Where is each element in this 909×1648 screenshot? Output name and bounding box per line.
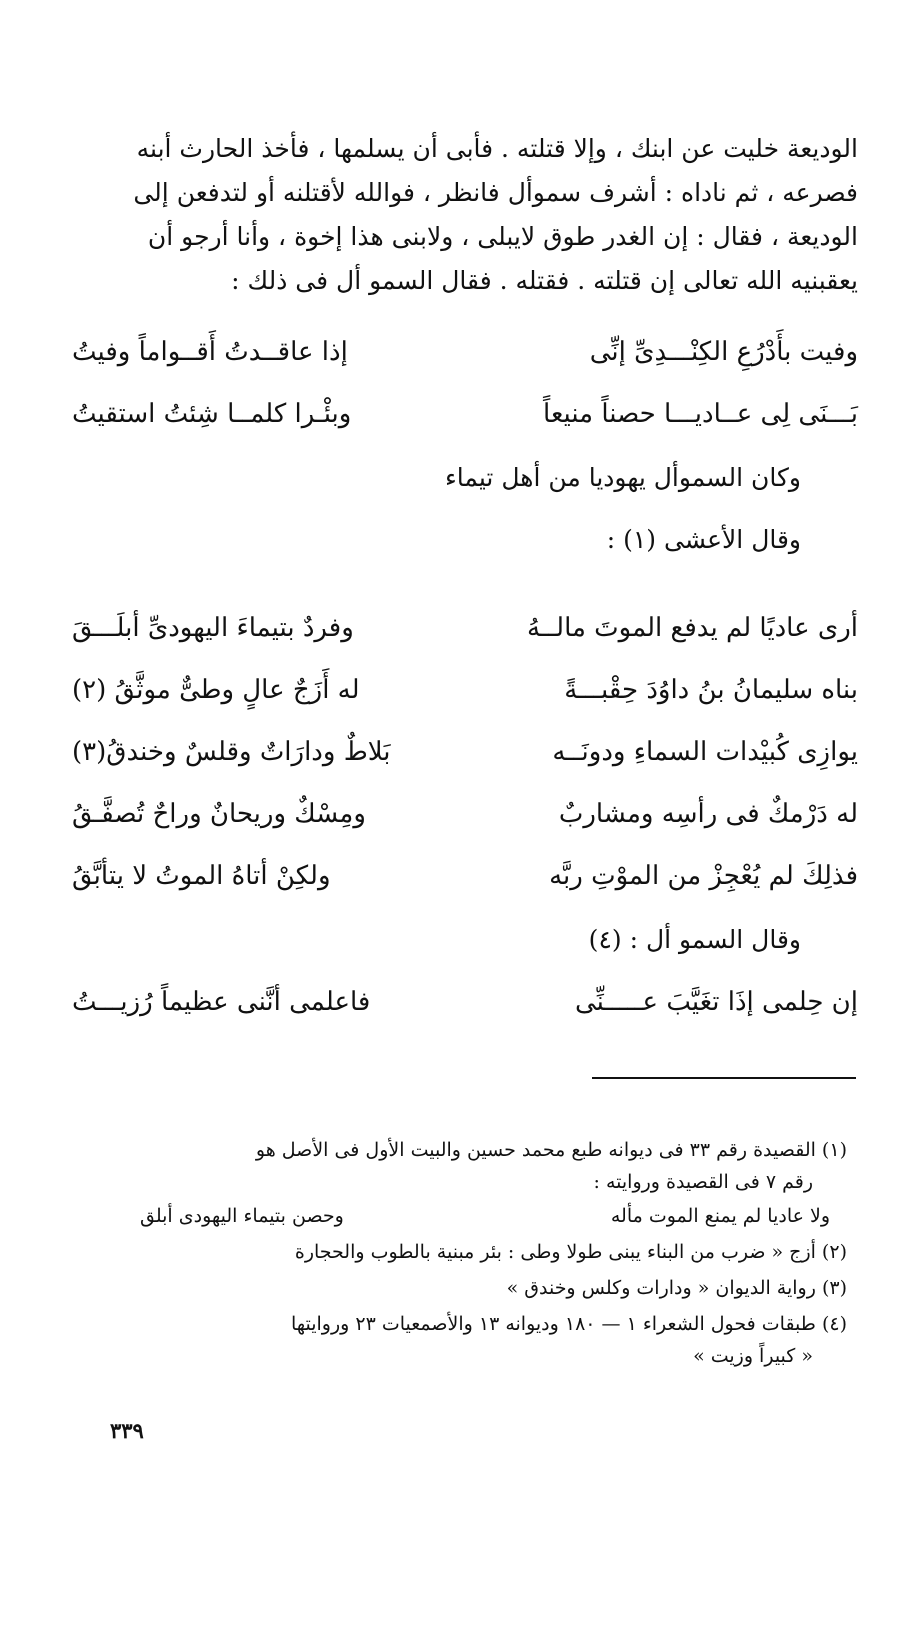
verse-first-hemistich: إن حِلمى إذَا تغَيَّبَ عـــــنِّى — [574, 987, 858, 1017]
verse-second-hemistich: وفردٌ بتيماءَ اليهودىِّ أبلَـــقَ — [72, 613, 354, 643]
verse-line — [72, 856, 858, 896]
verse-first-hemistich: له دَرْمكٌ فى رأسِه ومشاربٌ — [558, 799, 858, 829]
verse-first-hemistich: فذلِكَ لم يُعْجِزْ من الموْتِ ربَّه — [549, 861, 858, 891]
section-heading: وقال السمو أل : (٤) — [588, 925, 801, 954]
verse-line — [72, 794, 858, 834]
verse-second-hemistich: ولكِنْ أتاهُ الموتُ لا يتأبَّقُ — [72, 861, 331, 891]
prose-line: الوديعة خليت عن ابنك ، وإلا قتلته . فأبى أن يسلمها ، فأخذ الحارث أبنه — [136, 134, 858, 163]
footnote: (٣) رواية الديوان « ودارات وكلس وخندق » — [506, 1277, 847, 1299]
verse-second-hemistich: فاعلمى أنَّنى عظيماً رُزيـــتُ — [72, 987, 371, 1017]
verse-second-hemistich: وبئْـرا كلمــا شِئتُ استقيتُ — [72, 399, 352, 429]
footnote-verse — [140, 1200, 830, 1232]
verse-first-hemistich: أرى عاديًا لم يدفع الموتَ مالــهُ — [526, 613, 858, 643]
verse-line — [72, 394, 858, 434]
verse-first-hemistich: بناه سليمانُ بنُ داوُدَ حِقْبـــةً — [564, 675, 858, 705]
prose-line: فصرعه ، ثم ناداه : أشرف سموأل فانظر ، فوالله لأقتلنه أو لتدفعن إلى — [133, 178, 858, 207]
prose-line: يعقبنيه الله تعالى إن قتلته . فقتله . فقال السمو أل فى ذلك : — [231, 266, 858, 295]
footnote: (١) القصيدة رقم ٣٣ فى ديوانه طبع محمد حسين والبيت الأول فى الأصل هو — [255, 1139, 847, 1161]
footnote-verse-second-hemistich: وحصن بتيماء اليهودى أبلق — [140, 1205, 344, 1227]
verse-line — [72, 670, 858, 710]
prose-line: الوديعة ، فقال : إن الغدر طوق لايبلى ، ولابنى هذا إخوة ، وأنا أرجو أن — [147, 222, 858, 251]
section-heading: وقال الأعشى (١) : — [606, 525, 801, 554]
verse-second-hemistich: إذا عاقــدتُ أَقــواماً وفيتُ — [72, 337, 348, 367]
page-number: ٣٣٩ — [110, 1418, 144, 1443]
verse-line — [72, 608, 858, 648]
verse-second-hemistich: بَلاطٌ ودارَاتٌ وقلسٌ وخندقُ(٣) — [72, 737, 391, 767]
verse-first-hemistich: يوازِى كُبيْدات السماءِ ودونَــه — [552, 737, 858, 767]
verse-line — [72, 982, 858, 1022]
verse-second-hemistich: ومِسْكٌ وريحانٌ وراحٌ تُصفَّـقُ — [72, 799, 366, 829]
footnote-continuation: « كبيراً وزيت » — [693, 1345, 813, 1367]
footnote-verse-first-hemistich: ولا عاديا لم يمنع الموت مأله — [610, 1205, 830, 1227]
footnote: (٤) طبقات فحول الشعراء ١ — ١٨٠ وديوانه ١٣ والأصمعيات ٢٣ وروايتها — [290, 1313, 847, 1335]
note-line: وكان السموأل يهوديا من أهل تيماء — [445, 463, 801, 492]
verse-second-hemistich: له أَزَجٌ عالٍ وطىٌّ موثَّقُ (٢) — [72, 675, 360, 705]
prose-paragraph — [72, 127, 858, 303]
footnote: (٢) أزج « ضرب من البناء يبنى طولا وطى : بئر مبنية بالطوب والحجارة — [294, 1241, 847, 1263]
verse-first-hemistich: وفيت بأَدْرُعِ الكِنْـــدِىِّ إنِّى — [589, 337, 858, 367]
verse-first-hemistich: بَـــنَى لِى عــاديـــا حصناً منيعاً — [543, 399, 858, 429]
verse-line — [72, 332, 858, 372]
verse-line — [72, 732, 858, 772]
footnote-continuation: رقم ٧ فى القصيدة وروايته : — [593, 1171, 813, 1193]
footnote-divider — [592, 1077, 856, 1079]
